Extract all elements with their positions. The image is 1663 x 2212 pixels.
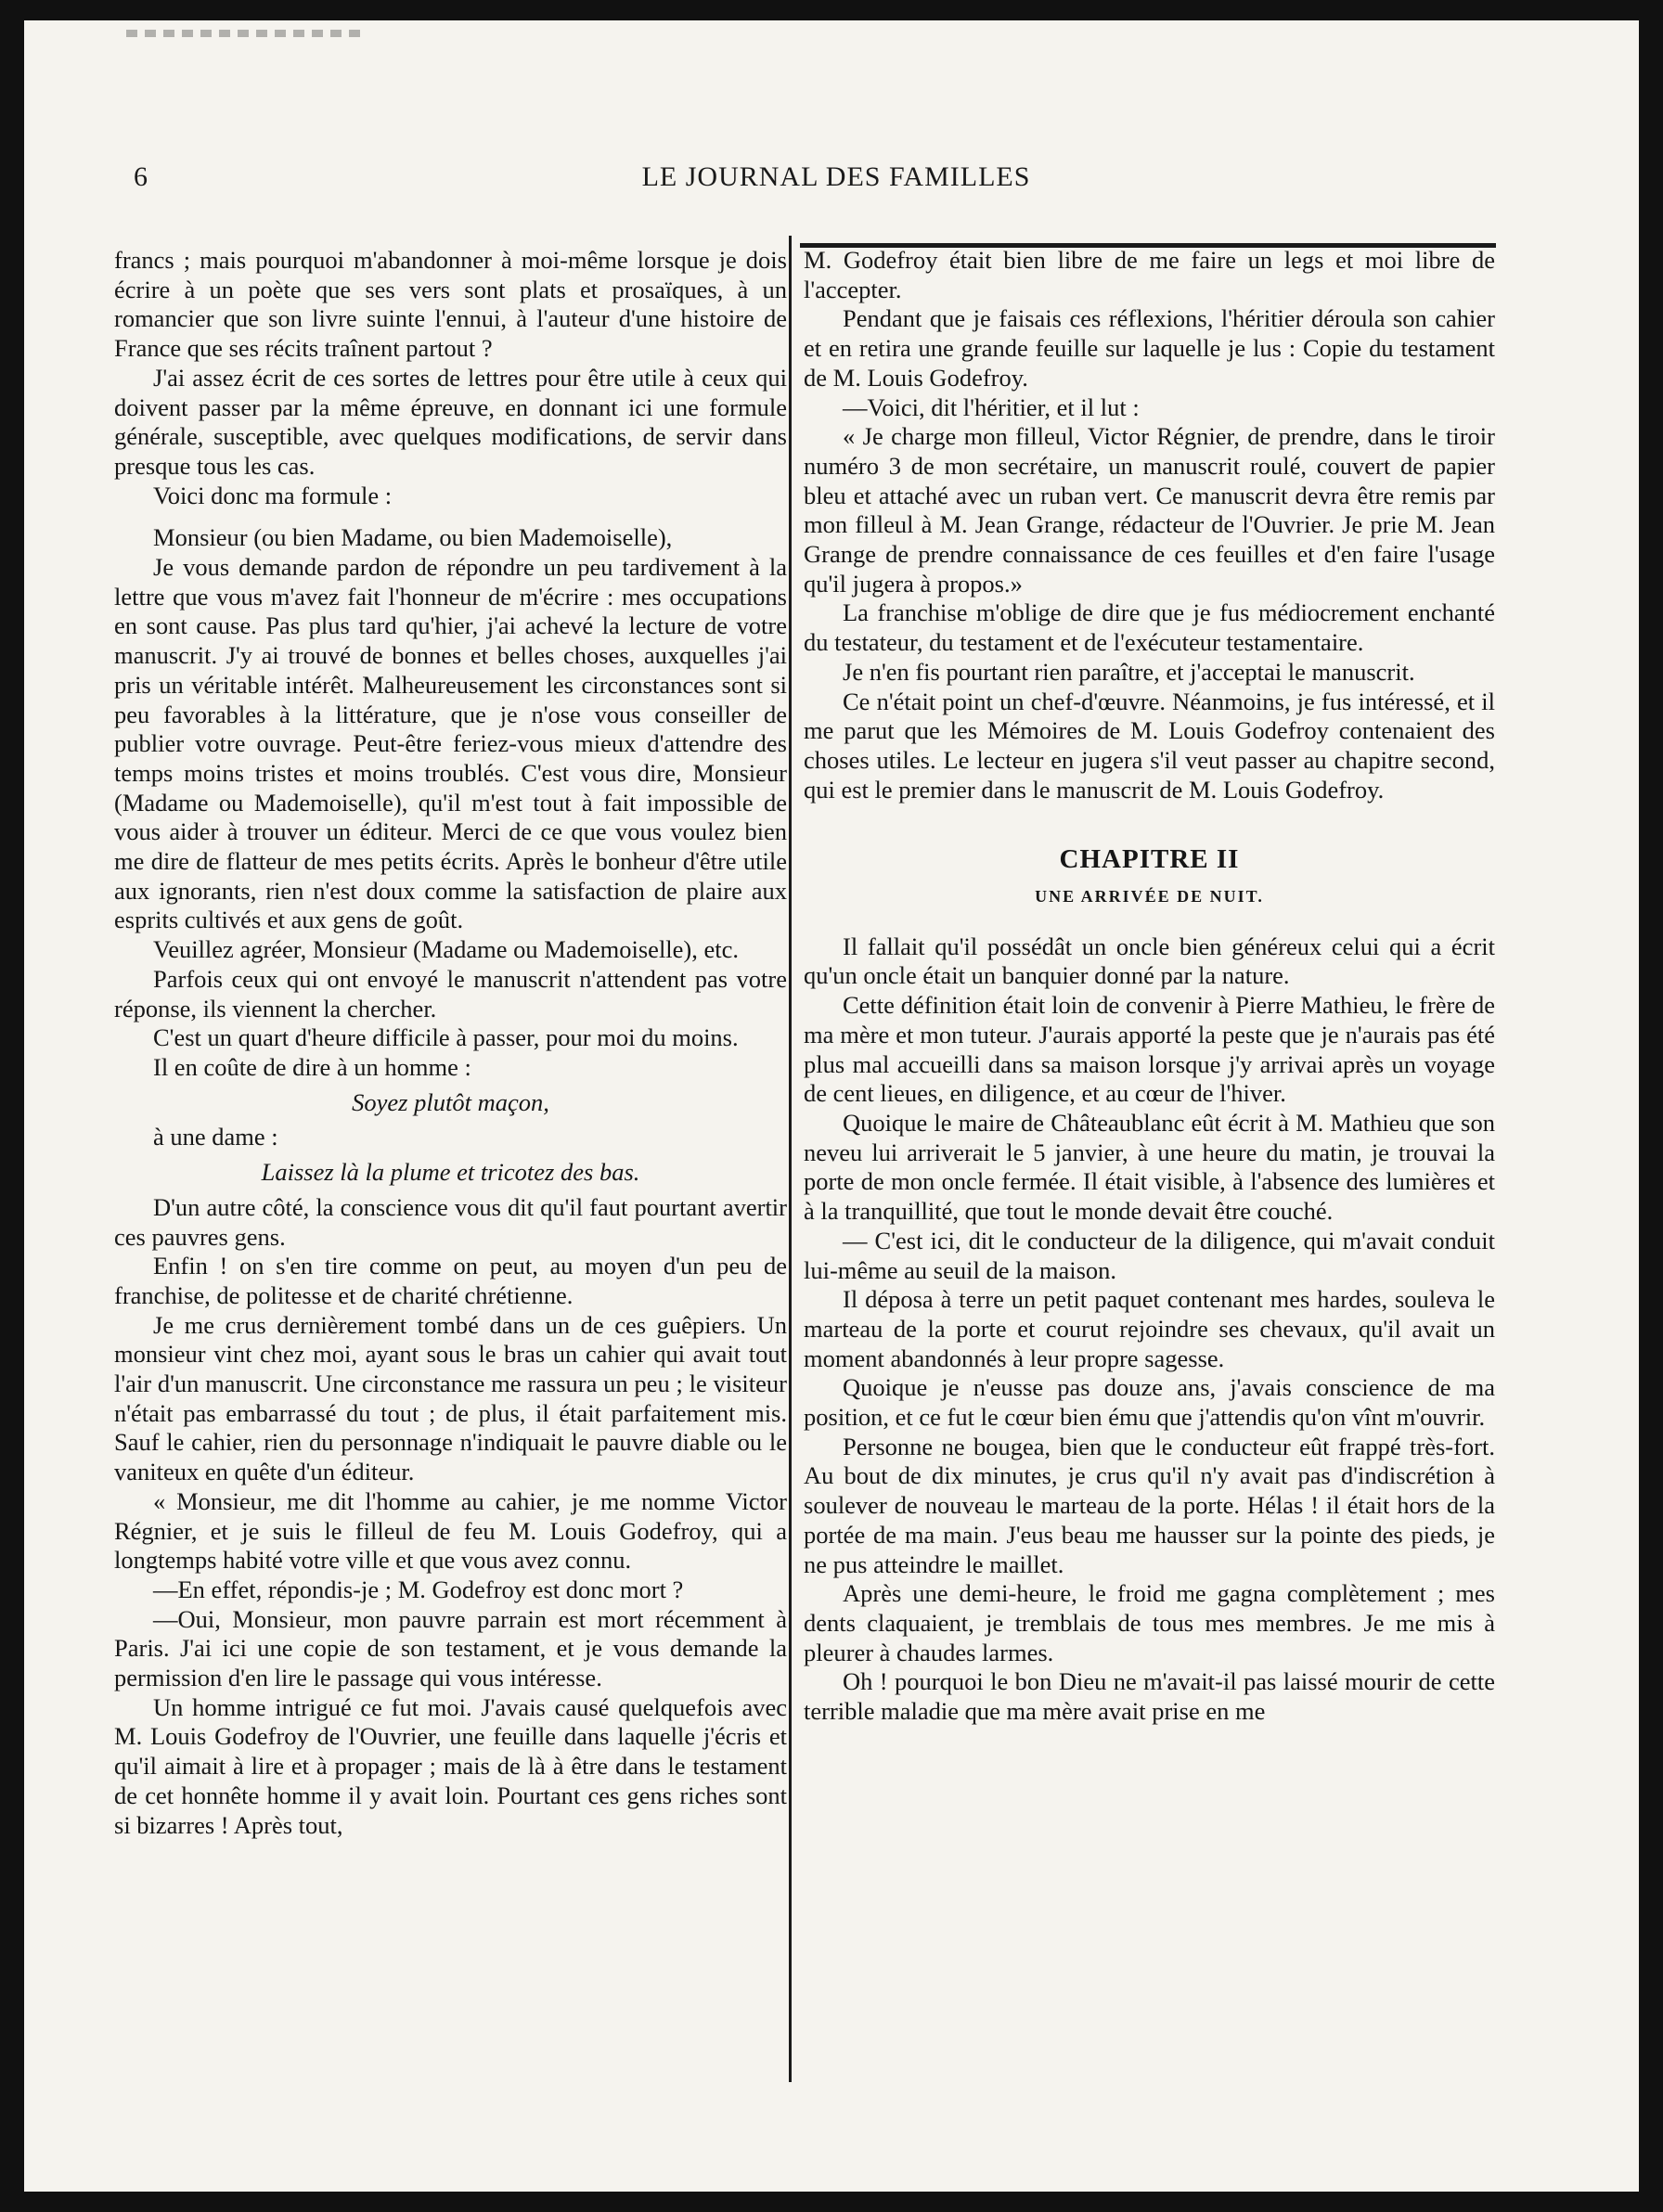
paragraph: M. Godefroy était bien libre de me faire un legs et moi libre de l'accepter. xyxy=(804,246,1495,303)
right-column xyxy=(804,246,1495,1727)
paragraph: francs ; mais pourquoi m'abandonner à moi-même lorsque je dois écrire à un poète que ses vers sont plats et prosaïques, à un romancier que son livre suinte l'ennui, à l'auteur d'une histoire de France que ses récits traînent partout ? xyxy=(114,246,787,363)
paragraph: Personne ne bougea, bien que le conducteur eût frappé très-fort. Au bout de dix minutes, je crus qu'il n'y avait pas d'indiscrétion à soulever de nouveau le marteau de la porte. Hélas ! il était hors de la portée de ma main. J'eus beau me hausser sur la pointe des pieds, je ne pus atteindre le maillet. xyxy=(804,1432,1495,1578)
paragraph: Je vous demande pardon de répondre un peu tardivement à la lettre que vous m'avez fait l'honneur de m'écrire : mes occupations en sont cause. Pas plus tard qu'hier, j'ai achevé la lecture de votre manuscrit. J'y ai trouvé de bonnes et belles choses, auxquelles j'ai pris un véritable intérêt. Malheureusement les circonstances sont si peu favorables à la littérature, que je n'ose vous conseiller de publier votre ouvrage. Peut-être feriez-vous mieux d'attendre des temps moins tristes et moins troublés. C'est vous dire, Monsieur (Madame ou Mademoiselle), qu'il m'est tout à fait impossible de vous aider à trouver un éditeur. Merci de ce que vous voulez bien me dire de flatteur de mes petits écrits. Après le bonheur d'être utile aux ignorants, rien n'est doux comme la satisfaction de plaire aux esprits cultivés et aux gens de goût. xyxy=(114,553,787,934)
paragraph: « Monsieur, me dit l'homme au cahier, je me nomme Victor Régnier, et je suis le filleul de feu M. Louis Godefroy, qui a longtemps habité votre ville et que vous avez connu. xyxy=(114,1486,787,1575)
italic-quote: Soyez plutôt maçon, xyxy=(352,1087,549,1116)
letter-salutation: Monsieur (ou bien Madame, ou bien Mademoiselle), xyxy=(153,523,673,552)
paragraph: —Oui, Monsieur, mon pauvre parrain est mort récemment à Paris. J'ai ici une copie de son testament, et je vous demande la permission d'en lire le passage qui vous intéresse. xyxy=(114,1604,787,1692)
page-header xyxy=(89,150,1583,197)
scan-artifact xyxy=(126,30,367,37)
paragraph: Après une demi-heure, le froid me gagna complètement ; mes dents claquaient, je tremblais de tous mes membres. Je me mis à pleurer à chaudes larmes. xyxy=(804,1579,1495,1666)
paragraph: Il déposa à terre un petit paquet contenant mes hardes, souleva le marteau de la porte et courut rejoindre ses chevaux, qu'il avait un moment abandonnés à leur propre sagesse. xyxy=(804,1285,1495,1372)
page-number: 6 xyxy=(134,161,148,192)
paragraph: Je n'en fis pourtant rien paraître, et j'acceptai le manuscrit. xyxy=(843,657,1415,686)
paragraph: Enfin ! on s'en tire comme on peut, au moyen d'un peu de franchise, de politesse et de charité chrétienne. xyxy=(114,1252,787,1309)
paragraph: —Voici, dit l'héritier, et il lut : xyxy=(843,392,1140,421)
paragraph: à une dame : xyxy=(153,1123,278,1151)
paragraph: « Je charge mon filleul, Victor Régnier, de prendre, dans le tiroir numéro 3 de mon secrétaire, un manuscrit roulé, couvert de papier bleu et attaché avec un ruban vert. Ce manuscrit devra être remis par mon filleul à M. Jean Grange, rédacteur de l'Ouvrier. Je prie M. Jean Grange de prendre connaissance de ces feuilles et d'en faire l'usage qu'il jugera à propos.» xyxy=(804,422,1495,598)
paragraph: D'un autre côté, la conscience vous dit qu'il faut pourtant avertir ces pauvres gens. xyxy=(114,1192,787,1251)
paragraph: Il en coûte de dire à un homme : xyxy=(153,1052,471,1081)
paragraph: C'est un quart d'heure difficile à passer, pour moi du moins. xyxy=(153,1023,739,1052)
paragraph: Cette définition était loin de convenir à Pierre Mathieu, le frère de ma mère et mon tuteur. J'aurais apporté la peste que je n'aurais pas été plus mal accueilli dans sa maison lorsque j'y arrivai après un voyage de cent lieues, en diligence, et au cœur de l'hiver. xyxy=(804,991,1495,1108)
paragraph: Oh ! pourquoi le bon Dieu ne m'avait-il pas laissé mourir de cette terrible maladie que ma mère avait prise en me xyxy=(804,1667,1495,1726)
paragraph: — C'est ici, dit le conducteur de la diligence, qui m'avait conduit lui-même au seuil de la maison. xyxy=(804,1226,1495,1284)
paragraph: Un homme intrigué ce fut moi. J'avais causé quelquefois avec M. Louis Godefroy de l'Ouvrier, une feuille dans laquelle j'écris et qu'il aimait à lire et à propager ; mais de là à être dans le testament de cet honnête homme il y avait loin. Pourtant ces gens riches sont si bizarres ! Après tout, xyxy=(114,1692,787,1839)
paragraph: Veuillez agréer, Monsieur (Madame ou Mademoiselle), etc. xyxy=(153,935,740,964)
paragraph: Pendant que je faisais ces réflexions, l'héritier déroula son cahier et en retira une grande feuille sur laquelle je lus : Copie du testament de M. Louis Godefroy. xyxy=(804,304,1495,392)
column-divider xyxy=(789,236,792,2082)
paragraph: Voici donc ma formule : xyxy=(153,481,393,509)
paragraph: —En effet, répondis-je ; M. Godefroy est donc mort ? xyxy=(153,1575,684,1603)
paragraph: Je me crus dernièrement tombé dans un de ces guêpiers. Un monsieur vint chez moi, ayant sous le bras un cahier qui avait tout l'air d'un manuscrit. Une circonstance me rassura un peu ; le visiteur n'était pas embarrassé du tout ; de plus, il était parfaitement mis. Sauf le cahier, rien du personnage n'indiquait le pauvre diable ou le vaniteux en quête d'un éditeur. xyxy=(114,1310,787,1486)
chapter-subtitle: UNE ARRIVÉE DE NUIT. xyxy=(1035,887,1264,907)
paragraph: Ce n'était point un chef-d'œuvre. Néanmoins, je fus intéressé, et il me parut que les Mémoires de M. Louis Godefroy contenaient des choses utiles. Le lecteur en jugera s'il veut passer au chapitre second, qui est le premier dans le manuscrit de M. Louis Godefroy. xyxy=(804,687,1495,804)
paragraph: Quoique je n'eusse pas douze ans, j'avais conscience de ma position, et ce fut le cœur bien ému que j'attendis qu'on vînt m'ouvrir. xyxy=(804,1373,1495,1432)
chapter-title: CHAPITRE II xyxy=(1059,844,1240,875)
paragraph: La franchise m'oblige de dire que je fus médiocrement enchanté du testateur, du testament et de l'exécuteur testamentaire. xyxy=(804,598,1495,657)
paragraph: Il fallait qu'il possédât un oncle bien généreux celui qui a écrit qu'un oncle était un banquier donné par la nature. xyxy=(804,932,1495,990)
paragraph: J'ai assez écrit de ces sortes de lettres pour être utile à ceux qui doivent passer par la même épreuve, en donnant ici une formule générale, susceptible, avec quelques modifications, de servir dans presque tous les cas. xyxy=(114,363,787,480)
newspaper-page xyxy=(24,20,1639,2192)
paragraph: Parfois ceux qui ont envoyé le manuscrit n'attendent pas votre réponse, ils viennent la chercher. xyxy=(114,964,787,1022)
left-column xyxy=(114,246,787,1840)
paragraph: Quoique le maire de Châteaublanc eût écrit à M. Mathieu que son neveu lui arriverait le 5 janvier, à une heure du matin, je trouvai la porte de mon oncle fermée. Il était visible, à l'absence des lumières et à la tranquillité, que tout le monde devait être couché. xyxy=(804,1108,1495,1226)
italic-quote: Laissez là la plume et tricotez des bas. xyxy=(261,1158,640,1187)
running-title: LE JOURNAL DES FAMILLES xyxy=(641,161,1031,192)
